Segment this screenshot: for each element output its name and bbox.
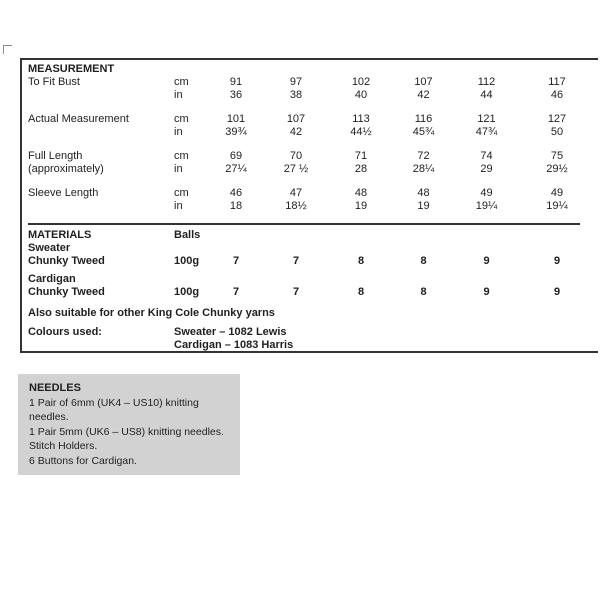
row-label: Full Length [28,150,83,162]
value-cell: 121 [477,113,496,125]
balls-cell: 8 [357,286,365,298]
value-cell: 27¼ [225,163,247,175]
balls-cell: 7 [232,286,240,298]
row-in-line [28,200,598,213]
value-cell: 46 [229,187,243,199]
value-cell: 44 [480,89,493,101]
value-cell: 97 [289,76,303,88]
materials-section-header [28,229,598,242]
row-label: Sleeve Length [28,187,99,199]
value-cell: 40 [354,89,368,101]
value-cell: 101 [226,113,246,125]
needles-line: 1 Pair 5mm (UK6 – US8) knitting needles. [29,425,224,438]
balls-cell: 8 [420,286,427,298]
measurement-row-full-length [28,150,598,176]
row-cm-line [28,150,598,163]
balls-cell: 9 [483,286,490,298]
value-cell: 107 [414,76,433,88]
needles-title: NEEDLES [29,382,81,394]
unit-in: in [174,200,183,212]
value-cell: 50 [550,126,564,138]
value-cell: 71 [354,150,368,162]
unit-cm: cm [174,76,189,88]
value-cell: 70 [289,150,303,162]
balls-cell: 7 [232,255,240,267]
balls-cell: 7 [292,286,300,298]
row-cm-line [28,76,598,89]
needles-line: Stitch Holders. [29,440,98,452]
value-cell: 18 [229,200,243,212]
measurement-row-sleeve-length [28,187,598,213]
unit-cm: cm [174,113,189,125]
balls-cell: 9 [553,255,561,267]
unit-cm: cm [174,150,189,162]
colour-cardigan: Cardigan – 1083 Harris [174,339,294,351]
garment-name: Sweater [28,242,71,254]
materials-item-sweater [28,242,598,268]
row-in-line [28,89,598,102]
value-cell: 29 [480,163,493,175]
value-cell: 27 ½ [283,163,309,175]
value-cell: 36 [229,89,243,101]
crop-mark [3,45,12,54]
value-cell: 46 [550,89,564,101]
value-cell: 49 [550,187,564,199]
colours-used-row [28,326,598,352]
colours-values [166,326,598,352]
needles-line: needles. [29,411,69,423]
value-cell: 42 [417,89,430,101]
unit-cm: cm [174,187,189,199]
needles-line: 1 Pair of 6mm (UK4 – US10) knitting [29,396,199,409]
garment-name: Cardigan [28,273,76,285]
row-cm-line [28,187,598,200]
balls-cell: 8 [420,255,427,267]
value-cell: 49 [480,187,493,199]
value-cell: 102 [351,76,371,88]
value-cell: 47¾ [475,126,498,138]
unit-in: in [174,163,183,175]
measurement-materials-table [20,58,598,353]
value-cell: 74 [480,150,493,162]
unit-in: in [174,126,183,138]
row-sublabel: (approximately) [28,163,104,175]
materials-item-cardigan [28,273,598,299]
value-cell: 42 [289,126,303,138]
value-cell: 28¼ [412,163,435,175]
value-cell: 72 [417,150,430,162]
value-cell: 48 [417,187,430,199]
value-cell: 116 [414,113,433,125]
value-cell: 91 [229,76,243,88]
yarn-line [28,255,598,268]
row-in-line [28,126,598,139]
needles-line: 6 Buttons for Cardigan. [29,454,137,467]
garment-line [28,242,598,255]
measurement-row-actual [28,113,598,139]
value-cell: 113 [352,113,370,125]
row-in-line [28,163,598,176]
value-cell: 69 [229,150,243,162]
value-cell: 19 [417,200,430,212]
unit-in: in [174,89,183,101]
balls-cell: 9 [553,286,561,298]
garment-line [28,273,598,286]
materials-title: MATERIALS [28,229,92,241]
value-cell: 39¾ [225,126,247,138]
value-cell: 29½ [546,163,568,175]
value-cell: 18½ [285,200,307,212]
measurement-title: MEASUREMENT [28,63,115,75]
value-cell: 45¾ [412,126,435,138]
table-content [22,60,598,352]
yarn-name: Chunky Tweed [28,286,105,298]
value-cell: 47 [289,187,303,199]
value-cell: 107 [286,113,306,125]
value-cell: 19¼ [546,200,568,212]
measurement-section-header [28,63,598,76]
row-label: To Fit Bust [28,76,80,88]
yarn-name: Chunky Tweed [28,255,105,267]
colours-label: Colours used: [28,326,102,338]
row-cm-line [28,113,598,126]
value-cell: 112 [477,76,496,88]
value-cell: 19 [354,200,368,212]
balls-cell: 9 [483,255,490,267]
yarn-line [28,286,598,299]
balls-header: Balls [174,229,201,241]
needles-info-box [18,374,240,475]
value-cell: 19¼ [475,200,498,212]
value-cell: 38 [289,89,303,101]
suitability-note: Also suitable for other King Cole Chunky yarns [28,307,275,319]
balls-cell: 8 [357,255,365,267]
value-cell: 127 [547,113,567,125]
measurement-row-to-fit-bust [28,76,598,102]
ball-size: 100g [174,286,200,298]
value-cell: 44½ [350,126,372,138]
ball-size: 100g [174,255,200,267]
value-cell: 75 [550,150,564,162]
value-cell: 48 [354,187,368,199]
colour-sweater: Sweater – 1082 Lewis [174,326,287,338]
value-cell: 28 [354,163,368,175]
row-label: Actual Measurement [28,113,129,125]
balls-cell: 7 [292,255,300,267]
value-cell: 117 [548,76,566,88]
section-divider-rule [28,223,580,225]
